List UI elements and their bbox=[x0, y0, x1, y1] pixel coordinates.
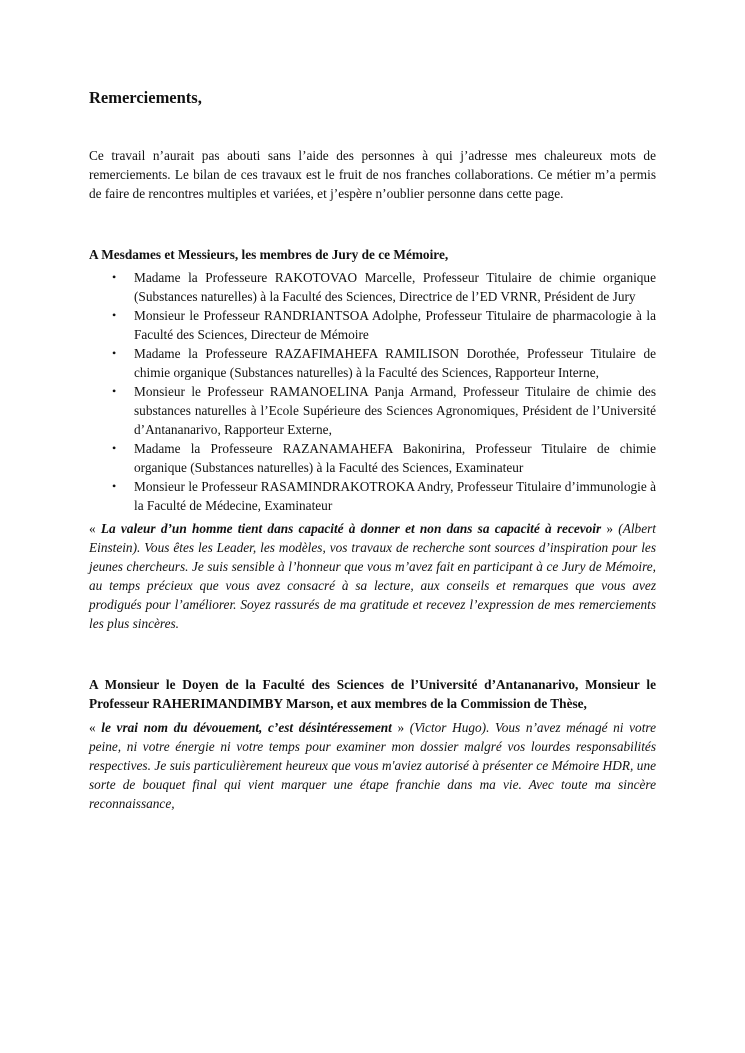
intro-paragraph: Ce travail n’aurait pas abouti sans l’aide des personnes à qui j’adresse mes chaleureux mots de remerciements. Le bilan de ces travaux est le fruit de nos franches collaborations. Ce métier m’a permis de faire de rencontres multiples et variées, et j’espère n’oublier personne dans cette page. bbox=[89, 148, 656, 201]
bullet-icon: • bbox=[112, 479, 117, 493]
jury-member-text: Madame la Professeure RAKOTOVAO Marcelle, Professeur Titulaire de chimie organique (Substances naturelles) à la Faculté des Sciences, Directrice de l’ED VRNR, Président de Jury bbox=[134, 270, 656, 304]
jury-member bbox=[89, 344, 656, 382]
bullet-icon: • bbox=[112, 384, 117, 398]
jury-member-text: Monsieur le Professeur RAMANOELINA Panja Armand, Professeur Titulaire de chimie des substances naturelles à l’Ecole Supérieure des Sciences Agronomiques, Président de l’Université d’Antananarivo, Rapporteur Externe, bbox=[134, 384, 656, 437]
jury-thanks-text: (Albert Einstein). Vous êtes les Leader, les modèles, vos travaux de recherche sont sources d’inspiration pour les jeunes chercheurs. Je suis sensible à l’honneur que vous m’avez fait en participant à ce Jury de Mémoire, au temps précieux que vous avez consacré à sa lecture, aux conseils et remarques que vous avez prodigués pour l’améliorer. Soyez rassurés de ma gratitude et recevez l’expression de mes remerciements les plus sincères. bbox=[89, 521, 656, 631]
doyen-thanks-text: (Victor Hugo). Vous n’avez ménagé ni votre peine, ni votre énergie ni votre temps pour examiner mon dossier malgré vos lourdes responsabilités respectives. Je suis particulièrement heureux que vous m'aviez autorisé à présenter ce Mémoire HDR, une sorte de bouquet final qui vient marquer une étape franchie dans ma vie. Avec toute ma sincère reconnaissance, bbox=[89, 720, 656, 811]
jury-member bbox=[89, 477, 656, 515]
jury-member bbox=[89, 439, 656, 477]
section-spacer bbox=[89, 633, 656, 675]
document-page bbox=[89, 88, 656, 813]
doyen-quote-paragraph bbox=[89, 718, 656, 813]
page-title: Remerciements, bbox=[89, 88, 202, 107]
jury-member bbox=[89, 268, 656, 306]
quote-open-mark: « bbox=[89, 521, 101, 536]
hugo-quote: le vrai nom du dévouement, c’est désintéressement bbox=[101, 720, 392, 735]
bullet-icon: • bbox=[112, 308, 117, 322]
quote-close-mark: » bbox=[601, 521, 614, 536]
quote-open-mark: « bbox=[89, 720, 102, 735]
jury-member-text: Madame la Professeure RAZANAMAHEFA Bakonirina, Professeur Titulaire de chimie organique (Substances naturelles) à la Faculté des Sciences, Examinateur bbox=[134, 441, 656, 475]
jury-quote-paragraph bbox=[89, 519, 656, 633]
doyen-heading: A Monsieur le Doyen de la Faculté des Sciences de l’Université d’Antananarivo, Monsieur le Professeur RAHERIMANDIMBY Marson, et aux membres de la Commission de Thèse, bbox=[89, 677, 656, 711]
jury-member bbox=[89, 306, 656, 344]
jury-list bbox=[89, 268, 656, 515]
jury-member-text: Madame la Professeure RAZAFIMAHEFA RAMILISON Dorothée, Professeur Titulaire de chimie organique (Substances naturelles) à la Faculté des Sciences, Rapporteur Interne, bbox=[134, 346, 656, 380]
quote-close-mark: » bbox=[391, 720, 405, 735]
einstein-quote: La valeur d’un homme tient dans capacité à donner et non dans sa capacité à recevoir bbox=[100, 521, 602, 536]
jury-heading: A Mesdames et Messieurs, les membres de Jury de ce Mémoire, bbox=[89, 247, 449, 262]
bullet-icon: • bbox=[112, 270, 117, 284]
bullet-icon: • bbox=[112, 346, 117, 360]
bullet-icon: • bbox=[112, 441, 117, 455]
jury-member-text: Monsieur le Professeur RANDRIANTSOA Adolphe, Professeur Titulaire de pharmacologie à la Faculté des Sciences, Directeur de Mémoire bbox=[134, 308, 656, 342]
jury-member-text: Monsieur le Professeur RASAMINDRAKOTROKA Andry, Professeur Titulaire d’immunologie à la Faculté de Médecine, Examinateur bbox=[134, 479, 656, 513]
jury-member bbox=[89, 382, 656, 439]
